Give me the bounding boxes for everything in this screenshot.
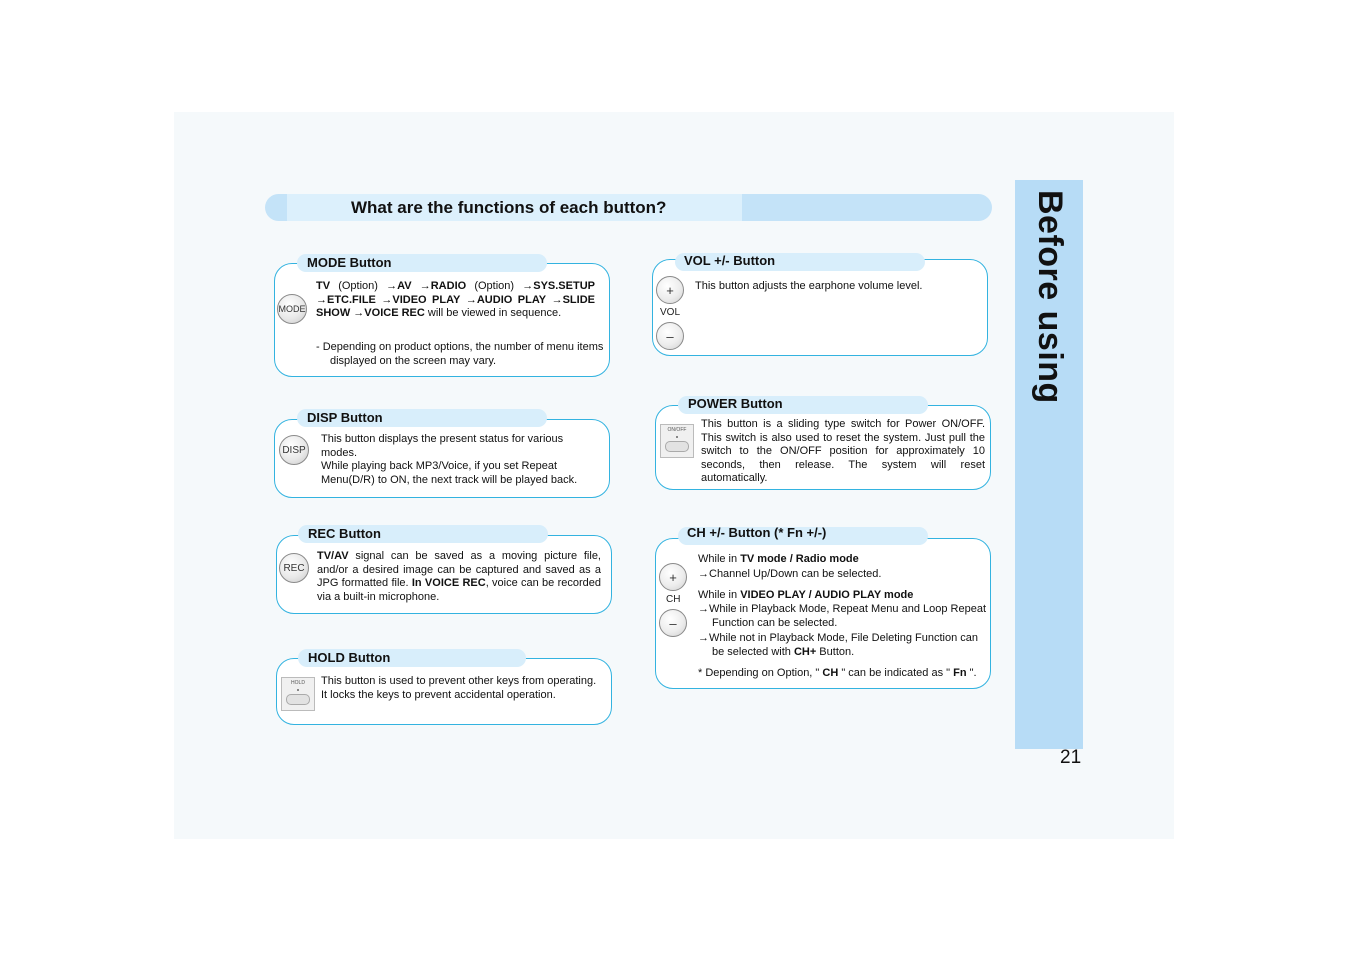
vol-minus-icon: –	[656, 322, 684, 350]
section-title: What are the functions of each button?	[351, 198, 667, 217]
rec-description: TV/AV signal can be saved as a moving picture file, and/or a desired image can be captured and saved as a JPG formatted file. In VOICE REC, voice can be recorded via a built-in microphone.	[317, 550, 601, 603]
ch-play-mode-heading: While in VIDEO PLAY / AUDIO PLAY mode	[698, 589, 914, 601]
ch-play-mode-detail-1: →While in Playback Mode, Repeat Menu and Loop Repeat Function can be selected.	[698, 603, 987, 629]
mode-description: TV (Option) →AV →RADIO (Option) →SYS.SETUP →ETC.FILE →VIDEO PLAY →AUDIO PLAY →SLIDE SHOW →VOICE REC will be viewed in sequence.	[316, 280, 595, 320]
vol-icon-label: VOL	[660, 307, 681, 318]
side-title: Before using	[1031, 190, 1069, 404]
page-number: 21	[1060, 747, 1082, 768]
ch-tv-mode-heading: While in TV mode / Radio mode	[698, 553, 859, 565]
rec-label: REC Button	[308, 526, 381, 541]
power-label: POWER Button	[688, 396, 783, 411]
vol-label: VOL +/- Button	[684, 253, 776, 268]
vol-description: This button adjusts the earphone volume level.	[695, 280, 923, 292]
hold-line-1: This button is used to prevent other keys from operating.	[321, 675, 597, 687]
power-icon-text: ON/OFF	[667, 427, 687, 433]
ch-footnote: * Depending on Option, " CH " can be indicated as " Fn ".	[698, 667, 977, 679]
hold-label: HOLD Button	[308, 650, 391, 665]
disp-line-1: This button displays the present status for various modes.	[321, 433, 564, 459]
mode-note: - Depending on product options, the number of menu items displayed on the screen may vary.	[316, 341, 604, 367]
mode-label: MODE Button	[307, 255, 392, 270]
disp-label: DISP Button	[307, 410, 383, 425]
ch-plus-icon: +	[659, 563, 687, 591]
vol-box	[652, 259, 988, 356]
ch-icon-label: CH	[666, 594, 681, 605]
ch-tv-mode-detail: →Channel Up/Down can be selected.	[698, 568, 882, 580]
hold-switch-icon	[281, 677, 315, 711]
disp-description	[321, 433, 596, 487]
ch-label: CH +/- Button (* Fn +/-)	[687, 525, 827, 540]
disp-button-icon: DISP	[279, 435, 309, 465]
mode-button-icon: MODE	[277, 294, 307, 324]
power-switch-icon	[660, 424, 694, 458]
hold-icon-text: HOLD	[291, 680, 305, 686]
ch-minus-icon: –	[659, 609, 687, 637]
rec-button-icon: REC	[279, 553, 309, 583]
hold-line-2: It locks the keys to prevent accidental operation.	[321, 688, 556, 701]
vol-plus-icon: +	[656, 276, 684, 304]
ch-play-mode-detail-2: →While not in Playback Mode, File Deleting Function can be selected with CH+ Button.	[698, 632, 979, 658]
power-description: This button is a sliding type switch for Power ON/OFF. This switch is also used to reset the system. Just pull the switch to the ON/OFF position for approximately 10 seconds, then release. The system will reset automatically.	[701, 418, 985, 485]
hold-description	[321, 675, 609, 702]
disp-line-2: While playing back MP3/Voice, if you set Repeat Menu(D/R) to ON, the next track will be played back.	[321, 460, 578, 486]
